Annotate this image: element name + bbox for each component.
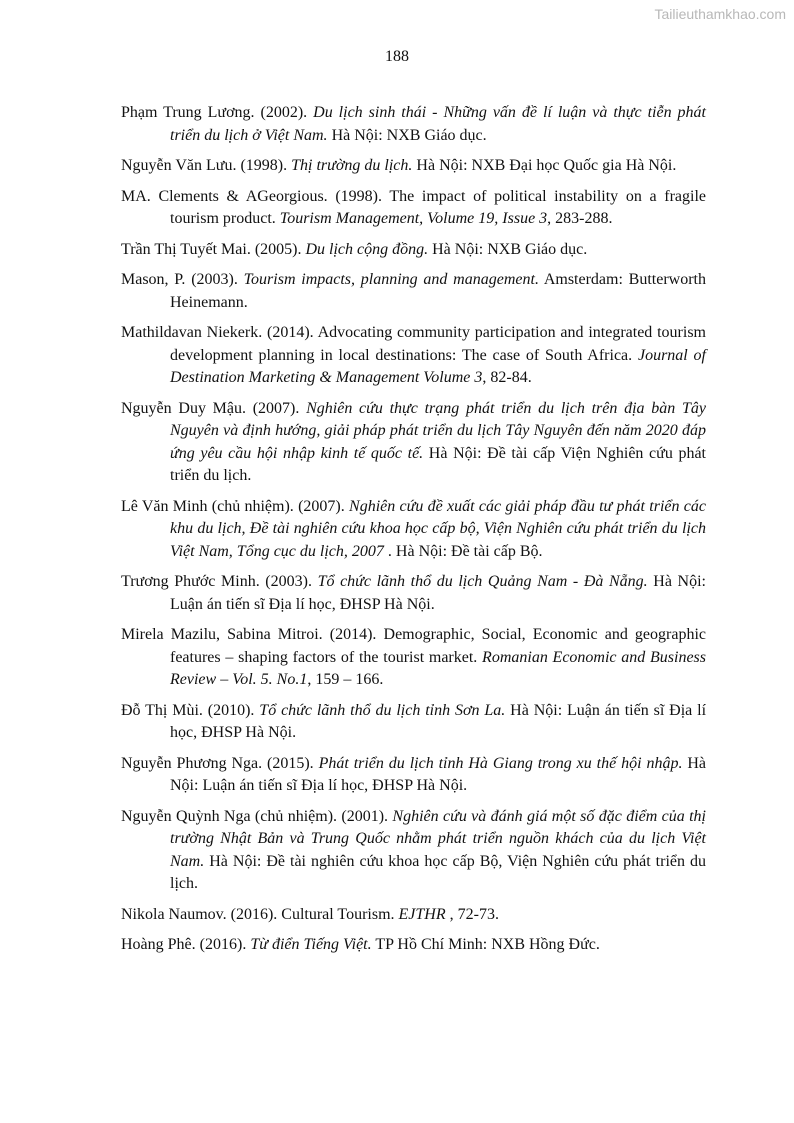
reference-item: [121, 269, 706, 314]
reference-tail: Hà Nội: Luận án tiến sĩ Địa lí học, ĐHSP Hà Nội.: [170, 754, 707, 794]
reference-lead: Trương Phước Minh. (2003).: [121, 573, 318, 590]
reference-lead: Mason, P. (2003).: [121, 271, 244, 288]
reference-item: [121, 571, 706, 616]
reference-tail: Hà Nội: Đề tài nghiên cứu khoa học cấp Bộ, Viện Nghiên cứu phát triển du lịch.: [170, 852, 706, 892]
reference-lead: Nguyễn Văn Lưu. (1998).: [121, 157, 292, 174]
reference-title: Journal of Destination Marketing & Management Volume 3: [170, 346, 707, 386]
reference-tail: Hà Nội: NXB Giáo dục.: [327, 126, 487, 144]
reference-lead: Phạm Trung Lương. (2002).: [121, 104, 314, 121]
reference-title: EJTHR: [398, 905, 446, 923]
reference-title: Tourism Management, Volume 19, Issue 3: [279, 210, 548, 227]
reference-item: [121, 102, 706, 147]
reference-item: [121, 934, 706, 957]
reference-item: [121, 753, 706, 798]
reference-item: [121, 155, 706, 178]
reference-tail: , 159 – 166.: [307, 671, 384, 688]
reference-title: Tourism impacts, planning and management.: [243, 271, 539, 288]
reference-tail: , 82-84.: [482, 369, 532, 386]
reference-lead: Nguyễn Duy Mậu. (2007).: [121, 399, 307, 417]
reference-tail: , 283-288.: [547, 210, 613, 227]
reference-item: [121, 322, 706, 390]
reference-title: Từ điển Tiếng Việt.: [250, 936, 372, 953]
reference-item: [121, 239, 706, 262]
reference-tail: Hà Nội: Luận án tiến sĩ Địa lí học, ĐHSP Hà Nội.: [170, 701, 707, 741]
reference-lead: Mathildavan Niekerk. (2014). Advocating community participation and integrated tourism development planning in local destinations: The case of South Africa.: [121, 324, 706, 364]
reference-tail: . Hà Nội: Đề tài cấp Bộ.: [383, 542, 543, 560]
reference-tail: Hà Nội: NXB Giáo dục.: [428, 240, 588, 258]
reference-lead: Hoàng Phê. (2016).: [121, 936, 251, 953]
reference-title: Nghiên cứu đề xuất các giải pháp đầu tư phát triển các khu du lịch, Đề tài nghiên cứu khoa học cấp bộ, Viện Nghiên cứu phát triển du lịch Việt Nam, Tổng cục du lịch, 2007: [170, 497, 706, 560]
reference-item: [121, 806, 706, 896]
reference-item: [121, 496, 706, 564]
reference-title: Du lịch cộng đồng.: [305, 240, 429, 258]
reference-lead: Lê Văn Minh (chủ nhiệm). (2007).: [121, 497, 350, 515]
reference-title: Phát triển du lịch tỉnh Hà Giang trong xu thế hội nhập.: [318, 754, 683, 772]
reference-lead: Nguyễn Phương Nga. (2015).: [121, 754, 319, 772]
reference-tail: Hà Nội: NXB Đại học Quốc gia Hà Nội.: [412, 157, 677, 174]
reference-title: Tổ chức lãnh thổ du lịch Quảng Nam - Đà Nẵng.: [317, 573, 648, 590]
watermark: Tailieuthamkhao.com: [654, 6, 786, 22]
reference-list: [121, 102, 706, 965]
reference-title: Thị trường du lịch.: [291, 157, 413, 174]
page-number: 188: [385, 48, 409, 65]
reference-title: Romanian Economic and Business Review – Vol. 5. No.1: [170, 648, 707, 688]
reference-title: Nghiên cứu thực trạng phát triển du lịch trên địa bàn Tây Nguyên và định hướng, giải pháp phát triển du lịch Tây Nguyên đến năm 2020 đáp ứng yêu cầu hội nhập kinh tế quốc tế.: [170, 399, 706, 462]
reference-tail: Hà Nội: Đề tài cấp Viện Nghiên cứu phát triển du lịch.: [170, 444, 706, 484]
reference-lead: Nikola Naumov. (2016). Cultural Tourism.: [121, 905, 399, 923]
reference-lead: Đỗ Thị Mùi. (2010).: [121, 701, 260, 719]
reference-tail: TP Hồ Chí Minh: NXB Hồng Đức.: [371, 936, 600, 953]
reference-title: Nghiên cứu và đánh giá một số đặc điểm của thị trường Nhật Bản và Trung Quốc nhằm phát triển nguồn khách của du lịch Việt Nam.: [170, 807, 707, 870]
reference-title: Du lịch sinh thái - Những vấn đề lí luận và thực tiễn phát triển du lịch ở Việt Nam.: [170, 104, 706, 144]
reference-item: [121, 186, 706, 231]
reference-tail: Amsterdam: Butterworth Heinemann.: [170, 271, 706, 311]
reference-item: [121, 624, 706, 692]
reference-lead: MA. Clements & AGeorgious. (1998). The impact of political instability on a fragile tourism product.: [121, 187, 706, 227]
reference-tail: , 72-73.: [445, 905, 499, 923]
reference-item: [121, 700, 706, 745]
reference-title: Tổ chức lãnh thổ du lịch tỉnh Sơn La.: [259, 701, 506, 719]
reference-lead: Mirela Mazilu, Sabina Mitroi. (2014). Demographic, Social, Economic and geographic features – shaping factors of the tourist market.: [121, 626, 706, 666]
reference-tail: Hà Nội: Luận án tiến sĩ Địa lí học, ĐHSP Hà Nội.: [170, 573, 707, 613]
reference-lead: Nguyễn Quỳnh Nga (chủ nhiệm). (2001).: [121, 807, 393, 825]
reference-item: [121, 398, 706, 488]
reference-lead: Trần Thị Tuyết Mai. (2005).: [121, 240, 306, 258]
reference-item: [121, 904, 706, 927]
